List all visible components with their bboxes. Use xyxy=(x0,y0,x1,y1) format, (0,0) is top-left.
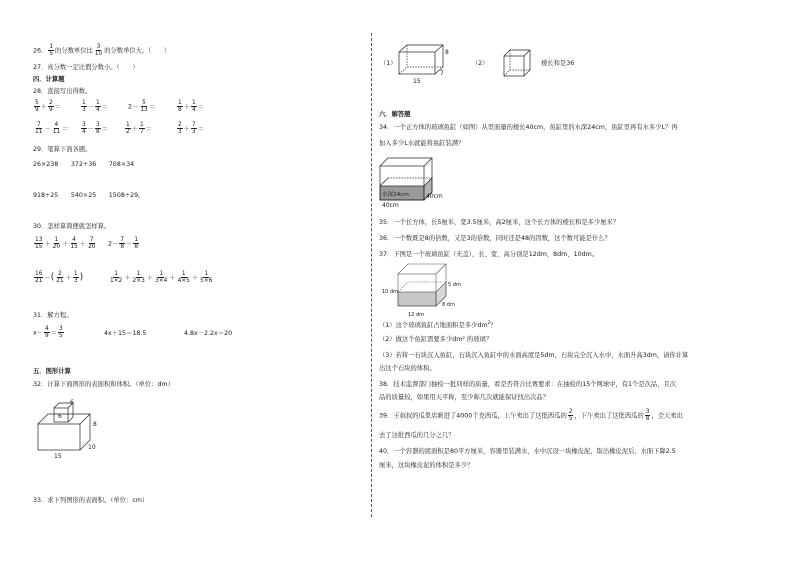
section-6-heading: 六．解答题 xyxy=(379,111,411,118)
fig32-label-right: 8 xyxy=(93,421,97,428)
equation-1: x－ $\frac{4}{9}$ ＝ $\frac{3}{5}$ xyxy=(33,326,63,340)
calc-item: $\frac{1}{3}$ － $\frac{1}{4}$ ＝ xyxy=(82,100,108,114)
question-37-1: （1）这个玻璃鱼缸占地面积是多少$dm^2$？ xyxy=(379,320,497,330)
fig34-label-water: 水深24cm xyxy=(382,192,409,198)
fig33-label-w: 15 xyxy=(413,78,421,85)
calc-item: 2－ $\frac{5}{13}$ ＝ xyxy=(128,100,156,114)
calc-item: $\frac{1}{2}$ ＋ $\frac{1}{7}$ ＝ xyxy=(126,122,152,136)
fraction: $\frac{3}{10}$ xyxy=(94,44,103,58)
q33-cube-note: 棱长和是36 xyxy=(541,60,575,67)
question-36: 36．一个数既是8的倍数，又是3的倍数，同时还是48的因数，这个数可能是什么？ xyxy=(379,235,611,242)
fraction: $\frac{1}{5}$ xyxy=(49,44,54,58)
fig34-label-side: 40cm xyxy=(426,193,443,200)
question-27: 27．真分数一定比假分数小。（ ） xyxy=(33,64,139,71)
question-34-line-2: 加入多少L水就能将鱼缸装满？ xyxy=(379,140,465,147)
figure-34-tank xyxy=(378,156,448,208)
figure-33-cube xyxy=(502,48,534,80)
question-26: 26． $\frac{1}{5}$ 的分数单位比 $\frac{3}{10}$ 的分数单位大。（ ） xyxy=(33,44,171,58)
fig32-label-depth: 10 xyxy=(88,444,96,451)
question-40-line-1: 40．一个容器的底面积是80平方厘米，容器里装满水，水中沉设一块橡皮泥，取出橡皮泥后，水面下降2.5 xyxy=(379,448,676,455)
question-37-2: （2）做这个鱼缸需要多少dm² 的玻璃？ xyxy=(379,336,493,343)
q33-part-1-label: （1） xyxy=(380,60,397,67)
question-31: 31．解方程。 xyxy=(33,312,73,319)
question-37: 37．下图是一个玻璃鱼缸（无盖），长、宽、高分别是12dm、8dm、10dm。 xyxy=(379,251,599,258)
calc-item: $\frac{2}{3}$ ＋ $\frac{7}{3}$ ＝ xyxy=(178,122,204,136)
fig37-label-depth: 8 dm xyxy=(442,302,455,308)
calc-item: $\frac{5}{9}$ ＋ $\frac{2}{9}$ ＝ xyxy=(35,100,61,114)
question-40-line-2: 厘米，这块橡皮泥的体积是多少？ xyxy=(379,462,474,469)
calc-item: $\frac{7}{11}$ － $\frac{4}{11}$ ＝ xyxy=(35,122,69,136)
fig37-label-bottom: 12 dm xyxy=(408,312,424,318)
q29-row-1: 26×238 372÷36 708×34 xyxy=(33,161,135,168)
calc-item: $\frac{1}{1\times 2}$ ＋ $\frac{1}{2\times 3}$ ＋ $\frac{1}{3\times 4}$ ＋ $\frac{1}{4\times 5}$ ＋ $\frac{1}{5\times 6}$ xyxy=(110,271,213,285)
calc-item: $\frac{1}{8}$ ＋ $\frac{1}{4}$ ＝ xyxy=(178,100,204,114)
fig32-label-bottom: 15 xyxy=(54,453,62,460)
fig32-label-top2: 6 xyxy=(70,399,74,406)
section-5-heading: 五．图形计算 xyxy=(33,368,71,375)
fig37-label-right: 5 dm xyxy=(448,282,461,288)
question-39-line-2: 去了这批西瓜的几分之几？ xyxy=(379,432,455,439)
equation-3: 4.8x－2.2x＝20 xyxy=(184,330,233,337)
question-38-line-1: 38．技术监督部门抽检一批同样的质量，看是否符合比赛要求：在抽检的15个网球中，有1个是次品，且次 xyxy=(379,381,677,388)
fig34-label-bottom: 40cm xyxy=(382,202,399,209)
column-divider xyxy=(371,33,372,517)
q29-row-2: 918÷25 540×25 1508÷29。 xyxy=(33,192,145,199)
question-38-line-2: 品的质量较，如果用天平称，至少称几次就能保证找出次品？ xyxy=(379,394,550,401)
figure-32-solid xyxy=(36,398,106,460)
question-39-line-1: 39．王叔叔的瓜果店新进了4000千克西瓜，上午卖出了这批西瓜的 $\frac{2}{5}$ ，下午卖出了这批西瓜的 $\frac{3}{8}$ ，全天卖出 xyxy=(379,409,683,423)
calc-item: $\frac{3}{4}$ － $\frac{3}{8}$ ＝ xyxy=(82,122,108,136)
question-33: 33．求下列图形的表面积。（单位：cm） xyxy=(33,497,149,504)
figure-33-cuboid xyxy=(397,42,457,84)
q33-part-2-label: （2） xyxy=(472,60,489,67)
fig37-label-left: 10 dm xyxy=(382,289,398,295)
figure-37-tank xyxy=(382,262,472,318)
fig32-label-top1: 6 xyxy=(58,413,62,420)
calc-item: $\frac{13}{15}$ ＋ $\frac{1}{20}$ ＋ $\frac{4}{15}$ ＋ $\frac{7}{20}$ xyxy=(35,237,96,251)
section-4-heading: 四．计算题 xyxy=(33,76,65,83)
calc-item: 2－ $\frac{7}{8}$ － $\frac{1}{8}$ xyxy=(108,237,139,251)
question-34-line-1: 34．一个正方体的玻璃鱼缸（如图）从里面量的棱长40cm，鱼缸里的水深24cm，鱼缸里再有水多少L？再 xyxy=(379,124,678,131)
question-32: 32．计算下面图形的表面积和体积。（单位：dm） xyxy=(33,381,174,388)
calc-item: $\frac{16}{21}$ －( $\frac{2}{21}$ ＋ $\frac{1}{3}$ ) xyxy=(35,271,84,285)
equation-2: 4x＋15＝18.5 xyxy=(104,330,147,337)
question-30: 30．怎样算简便就怎样算。 xyxy=(33,223,111,230)
question-35: 35．一个长方体，长5厘米，宽3.5厘米，高2厘米，这个长方体的棱长和是多少厘米？ xyxy=(379,219,620,226)
question-28: 28．直接写出得数。 xyxy=(33,88,92,95)
question-29: 29．笔算下面各题。 xyxy=(33,146,92,153)
fig33-label-h: 8 xyxy=(445,49,449,56)
question-37-3-line-2: 出这个石块的体积。 xyxy=(379,365,436,372)
question-37-3-line-1: （3）若将一石块沉入鱼缸，石块沉入鱼缸中的水面高度是5dm，石块完全沉入水中，水面升高3dm，请你计算 xyxy=(379,352,689,359)
fig33-label-d: 7 xyxy=(440,70,444,77)
